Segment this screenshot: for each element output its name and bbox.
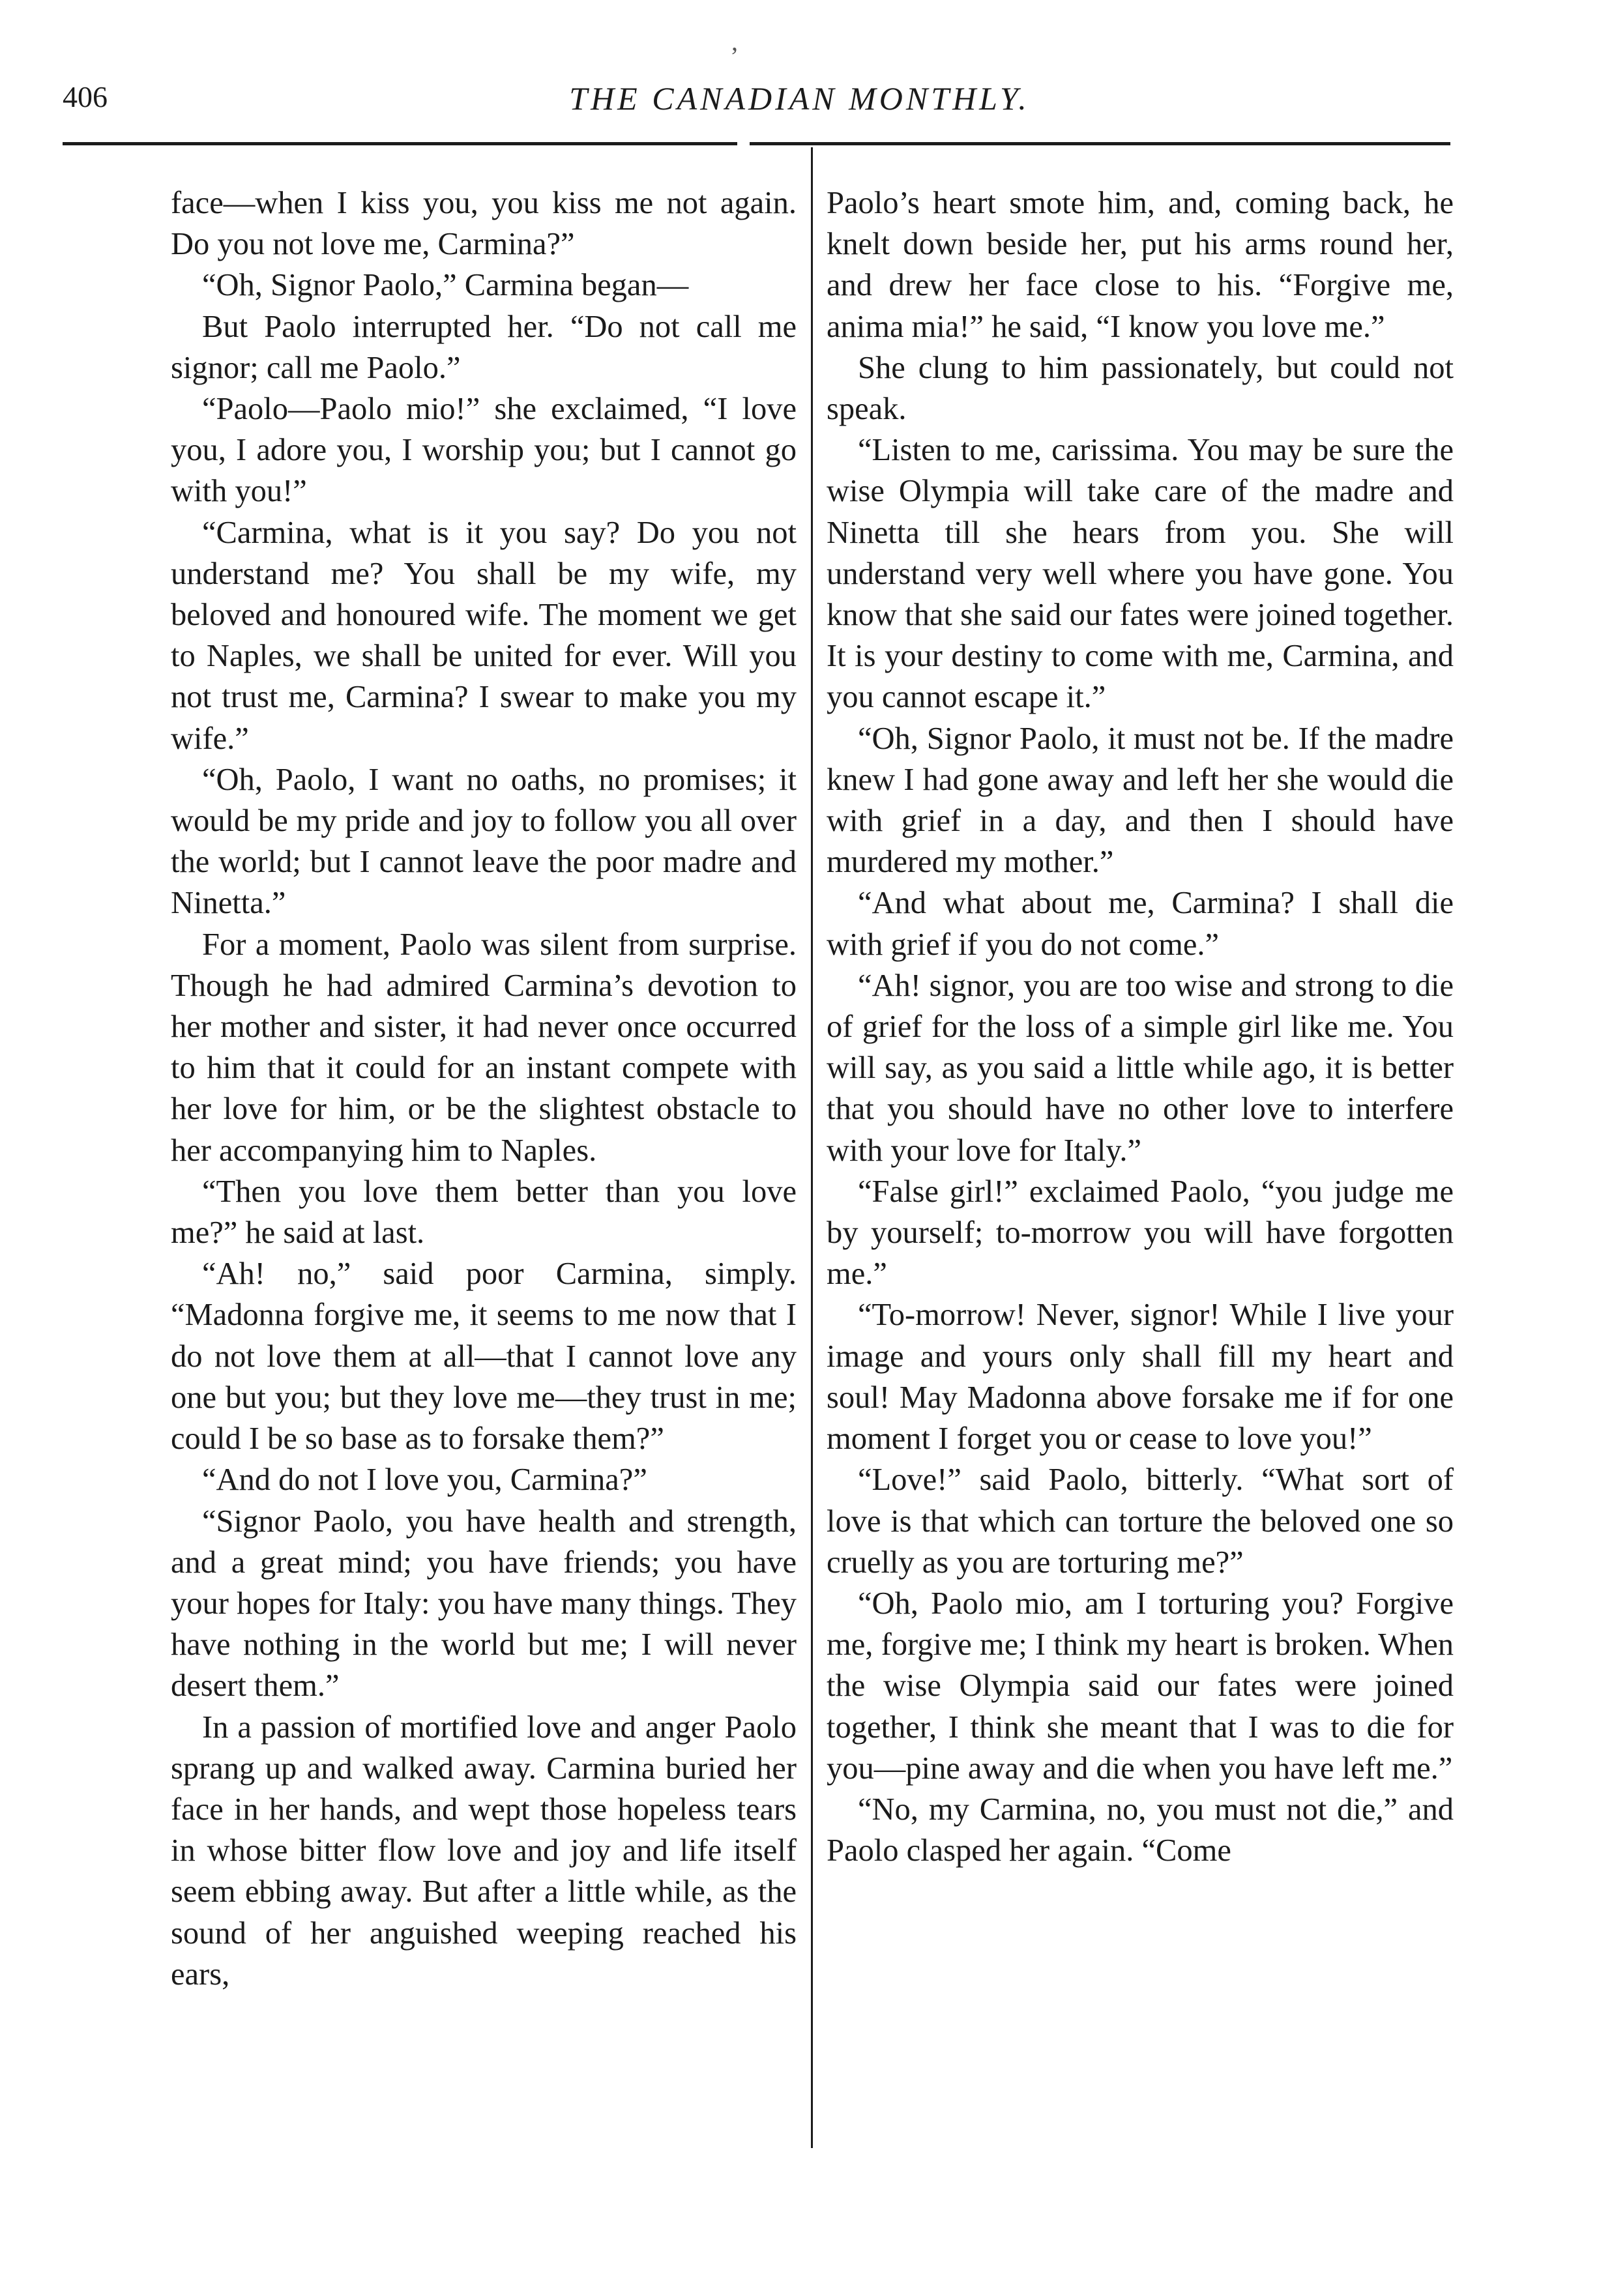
left-paragraph: “And do not I love you, Carmina?” <box>202 1462 647 1498</box>
left-column <box>171 182 797 1995</box>
left-paragraph: “Paolo—Paolo mio!” she exclaimed, “I love you, I adore you, I worship you; but I cannot go with you!” <box>171 392 797 509</box>
left-paragraph: In a passion of mortified love and anger Paolo sprang up and walked away. Carmina buried her face in her hands, and wept those hopeless tears in whose bitter flow love and joy and life itself seem ebbing away. But after a little while, as the sound of her anguished weeping reached his ears, <box>171 1709 797 1992</box>
right-paragraph: Paolo’s heart smote him, and, coming back, he knelt down beside her, put his arms round her, and drew her face close to his. “Forgive me, anima mia!” he said, “I know you love me.” <box>827 186 1454 344</box>
left-paragraph: “Ah! no,” said poor Carmina, simply. “Madonna forgive me, it seems to me now that I do not love them at all—that I cannot love any one but you; but they love me—they trust in me; could I be so base as to forsake them?” <box>171 1257 797 1457</box>
right-paragraph: She clung to him passionately, but could not speak. <box>827 350 1454 427</box>
left-paragraph: “Carmina, what is it you say? Do you not understand me? You shall be my wife, my beloved and honoured wife. The moment we get to Naples, we shall be united for ever. Will you not trust me, Carmina? I swear to make you my wife.” <box>171 515 797 756</box>
header-rule-left <box>63 142 737 145</box>
right-paragraph: “Love!” said Paolo, bitterly. “What sort of love is that which can torture the beloved one so cruelly as you are torturing me?” <box>827 1462 1454 1580</box>
right-paragraph: “And what about me, Carmina? I shall die with grief if you do not come.” <box>827 886 1454 962</box>
right-paragraph: “To-morrow! Never, signor! While I live your image and yours only shall fill my heart and soul! May Madonna above forsake me if for one moment I forget you or cease to love you!” <box>827 1298 1454 1457</box>
right-paragraph: “False girl!” exclaimed Paolo, “you judge me by yourself; to-morrow you will have forgotten me.” <box>827 1174 1454 1292</box>
running-title: THE CANADIAN MONTHLY. <box>569 80 1030 117</box>
right-paragraph: “No, my Carmina, no, you must not die,” and Paolo clasped her again. “Come <box>827 1792 1454 1868</box>
header-rule-right <box>750 142 1450 145</box>
left-paragraph: “Signor Paolo, you have health and strength, and a great mind; you have friends; you have your hopes for Italy: you have many things. They have nothing in the world but me; I will never desert them.” <box>171 1504 797 1704</box>
right-paragraph: “Oh, Paolo mio, am I torturing you? Forgive me, forgive me; I think my heart is broken. When the wise Olympia said our fates were joined together, I think she meant that I was to die for you—pine away and die when you have left me.” <box>827 1586 1454 1786</box>
left-paragraph: face—when I kiss you, you kiss me not again. Do you not love me, Carmina?” <box>171 186 797 262</box>
left-paragraph: But Paolo interrupted her. “Do not call me signor; call me Paolo.” <box>171 309 797 385</box>
right-paragraph: “Ah! signor, you are too wise and strong to die of grief for the loss of a simple girl like me. You will say, as you said a little while ago, it is better that you should have no other love to interfere with your love for Italy.” <box>827 968 1454 1168</box>
right-paragraph: “Listen to me, carissima. You may be sure the wise Olympia will take care of the madre and Ninetta till she hears from you. She will understand very well where you have gone. You know that she said our fates were joined together. It is your destiny to come with me, Carmina, and you cannot escape it.” <box>827 433 1454 715</box>
right-paragraph: “Oh, Signor Paolo, it must not be. If the madre knew I had gone away and left her she would die with grief in a day, and then I should have murdered my mother.” <box>827 721 1454 880</box>
column-divider <box>811 147 813 2148</box>
right-column <box>827 182 1454 1871</box>
left-paragraph: “Then you love them better than you love me?” he said at last. <box>171 1174 797 1251</box>
stray-mark: , <box>731 27 738 56</box>
left-paragraph: “Oh, Signor Paolo,” Carmina began— <box>202 268 689 303</box>
left-paragraph: For a moment, Paolo was silent from surprise. Though he had admired Carmina’s devotion to her mother and sister, it had never once occurred to him that it could for an instant compete with her love for him, or be the slightest obstacle to her accompanying him to Naples. <box>171 927 797 1168</box>
left-paragraph: “Oh, Paolo, I want no oaths, no promises; it would be my pride and joy to follow you all over the world; but I cannot leave the poor madre and Ninetta.” <box>171 762 797 921</box>
page-number: 406 <box>63 80 108 113</box>
